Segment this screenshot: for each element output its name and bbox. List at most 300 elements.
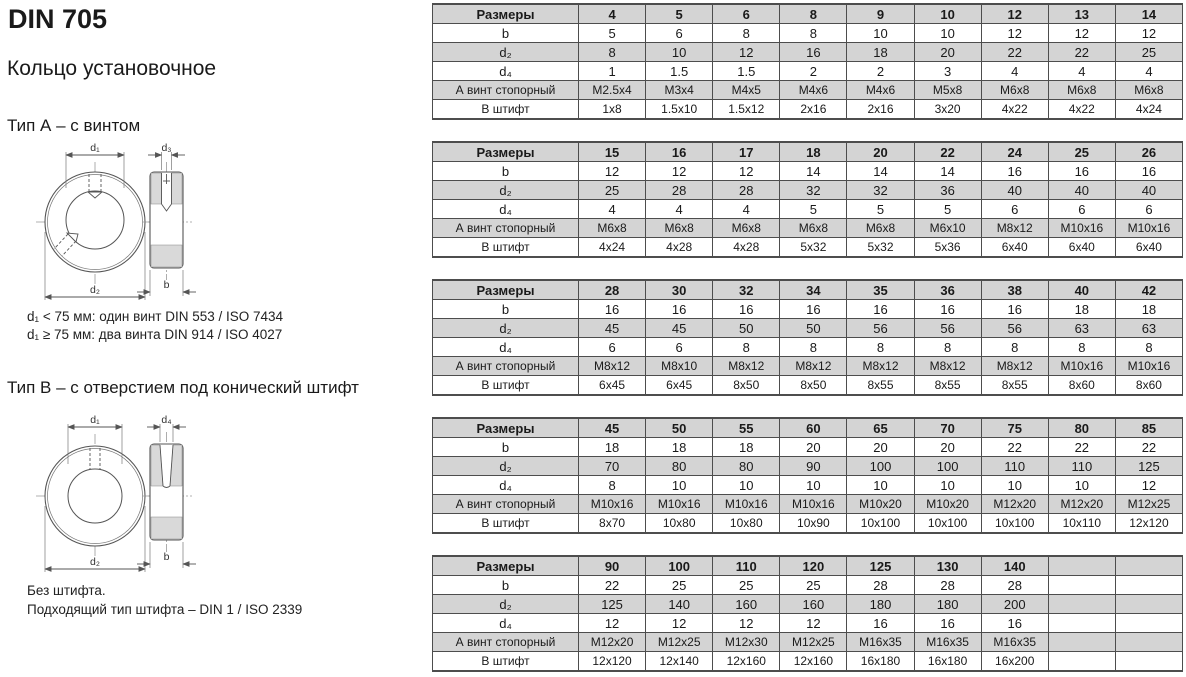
dim-label-b: b bbox=[163, 551, 170, 563]
table-cell: 8 bbox=[780, 24, 847, 43]
table-cell bbox=[1048, 595, 1115, 614]
table-row bbox=[433, 100, 1183, 120]
type-b-drawing bbox=[20, 412, 250, 580]
row-label: А винт стопорный bbox=[433, 219, 579, 238]
table-cell: 16 bbox=[579, 300, 646, 319]
row-label: d₂ bbox=[433, 43, 579, 62]
table-cell: 3 bbox=[914, 62, 981, 81]
table-cell: 5x32 bbox=[847, 238, 914, 258]
table-cell: 40 bbox=[1048, 181, 1115, 200]
table-cell: 10 bbox=[646, 43, 713, 62]
dim-label-d2: d₂ bbox=[90, 556, 100, 568]
table-cell: 25 bbox=[780, 576, 847, 595]
table-cell: 12x120 bbox=[579, 652, 646, 672]
table-cell: 50 bbox=[780, 319, 847, 338]
table-row bbox=[433, 652, 1183, 672]
table-cell: 80 bbox=[713, 457, 780, 476]
table-cell: 36 bbox=[914, 181, 981, 200]
page-title: DIN 705 bbox=[8, 4, 108, 34]
table-cell: 8x70 bbox=[579, 514, 646, 534]
table-cell: 25 bbox=[1115, 43, 1182, 62]
table-row bbox=[433, 495, 1183, 514]
table-cell: 100 bbox=[646, 556, 713, 576]
table-cell: 160 bbox=[713, 595, 780, 614]
table-cell: 6x45 bbox=[579, 376, 646, 396]
table-cell: 1.5x12 bbox=[713, 100, 780, 120]
table-cell: 4x28 bbox=[646, 238, 713, 258]
table-cell: 60 bbox=[780, 418, 847, 438]
table-cell: 18 bbox=[847, 43, 914, 62]
table-cell: 12x120 bbox=[1115, 514, 1182, 534]
table-cell: 10 bbox=[914, 24, 981, 43]
table-cell: M8x12 bbox=[780, 357, 847, 376]
table-cell: 12 bbox=[981, 4, 1048, 24]
table-cell: 5 bbox=[579, 24, 646, 43]
table-cell: 28 bbox=[646, 181, 713, 200]
table-cell: 63 bbox=[1048, 319, 1115, 338]
table-cell: 16x200 bbox=[981, 652, 1048, 672]
row-label: А винт стопорный bbox=[433, 81, 579, 100]
table-cell: 125 bbox=[847, 556, 914, 576]
row-label: Размеры bbox=[433, 556, 579, 576]
table-cell: 10x90 bbox=[780, 514, 847, 534]
table-cell: 8 bbox=[1115, 338, 1182, 357]
table-cell: 22 bbox=[981, 43, 1048, 62]
dim-label-d1: d₁ bbox=[90, 414, 100, 426]
table-cell: 8 bbox=[579, 43, 646, 62]
table-row bbox=[433, 24, 1183, 43]
table-cell bbox=[1115, 595, 1182, 614]
table-cell: M4x5 bbox=[713, 81, 780, 100]
table-cell: 28 bbox=[847, 576, 914, 595]
table-cell: 140 bbox=[646, 595, 713, 614]
table-cell: 130 bbox=[914, 556, 981, 576]
table-row bbox=[433, 142, 1183, 162]
table-cell: 4x22 bbox=[981, 100, 1048, 120]
table-cell: 4 bbox=[646, 200, 713, 219]
table-cell: 15 bbox=[579, 142, 646, 162]
table-cell: 6x40 bbox=[1115, 238, 1182, 258]
table-cell: M12x25 bbox=[646, 633, 713, 652]
table-cell: 10 bbox=[914, 4, 981, 24]
table-row bbox=[433, 181, 1183, 200]
table-cell: 6 bbox=[646, 338, 713, 357]
table-cell: 6 bbox=[713, 4, 780, 24]
table-cell: 45 bbox=[646, 319, 713, 338]
table-cell: M8x12 bbox=[847, 357, 914, 376]
table-cell: 12x160 bbox=[713, 652, 780, 672]
table-cell bbox=[1048, 614, 1115, 633]
type-a-front-view bbox=[36, 142, 156, 300]
table-cell: 8x50 bbox=[713, 376, 780, 396]
table-cell: 20 bbox=[780, 438, 847, 457]
size-table-1 bbox=[432, 3, 1183, 120]
table-cell: 25 bbox=[713, 576, 780, 595]
table-cell: 10 bbox=[847, 476, 914, 495]
table-cell: 17 bbox=[713, 142, 780, 162]
table-cell: 6x45 bbox=[646, 376, 713, 396]
table-cell: 16 bbox=[1115, 162, 1182, 181]
row-label: d₄ bbox=[433, 476, 579, 495]
table-cell: 12 bbox=[646, 614, 713, 633]
table-row bbox=[433, 43, 1183, 62]
table-cell: 8 bbox=[981, 338, 1048, 357]
size-table-4 bbox=[432, 417, 1183, 534]
table-cell: 140 bbox=[981, 556, 1048, 576]
table-cell: 22 bbox=[1048, 438, 1115, 457]
table-cell: 22 bbox=[1115, 438, 1182, 457]
row-label: b bbox=[433, 162, 579, 181]
table-cell: 22 bbox=[914, 142, 981, 162]
table-cell: 40 bbox=[1115, 181, 1182, 200]
table-cell: 12 bbox=[1115, 476, 1182, 495]
type-b-front-view bbox=[36, 414, 156, 572]
table-cell: M6x8 bbox=[1048, 81, 1115, 100]
table-cell: M10x16 bbox=[1048, 219, 1115, 238]
table-cell: M4x6 bbox=[847, 81, 914, 100]
table-cell: M8x10 bbox=[646, 357, 713, 376]
table-cell: 10 bbox=[914, 476, 981, 495]
table-cell: 120 bbox=[780, 556, 847, 576]
table-cell: 65 bbox=[847, 418, 914, 438]
table-cell: M10x16 bbox=[713, 495, 780, 514]
table-row bbox=[433, 162, 1183, 181]
table-cell: 10x80 bbox=[646, 514, 713, 534]
table-cell: 25 bbox=[1048, 142, 1115, 162]
row-label: Размеры bbox=[433, 142, 579, 162]
table-cell: 5 bbox=[847, 200, 914, 219]
table-cell: 16 bbox=[847, 300, 914, 319]
table-cell: 25 bbox=[646, 576, 713, 595]
table-row bbox=[433, 418, 1183, 438]
table-cell: 4x24 bbox=[1115, 100, 1182, 120]
dim-label-d2: d₂ bbox=[90, 284, 100, 296]
table-cell bbox=[1115, 633, 1182, 652]
type-b-side-view bbox=[137, 414, 196, 568]
table-row bbox=[433, 576, 1183, 595]
table-cell: 6 bbox=[1048, 200, 1115, 219]
table-cell: 90 bbox=[780, 457, 847, 476]
table-cell: 8x60 bbox=[1048, 376, 1115, 396]
row-label: А винт стопорный bbox=[433, 357, 579, 376]
table-cell: 20 bbox=[847, 438, 914, 457]
table-cell: 50 bbox=[713, 319, 780, 338]
row-label: d₂ bbox=[433, 319, 579, 338]
table-cell: 5 bbox=[780, 200, 847, 219]
row-label: b bbox=[433, 576, 579, 595]
table-cell: 8x60 bbox=[1115, 376, 1182, 396]
table-row bbox=[433, 595, 1183, 614]
table-row bbox=[433, 338, 1183, 357]
table-cell: 8 bbox=[847, 338, 914, 357]
row-label: Размеры bbox=[433, 280, 579, 300]
table-cell: M6x8 bbox=[713, 219, 780, 238]
table-cell: 2x16 bbox=[780, 100, 847, 120]
table-cell: M6x8 bbox=[780, 219, 847, 238]
table-cell: 1.5 bbox=[646, 62, 713, 81]
table-cell: 13 bbox=[1048, 4, 1115, 24]
table-cell: 12 bbox=[646, 162, 713, 181]
table-cell: M10x20 bbox=[847, 495, 914, 514]
row-label: В штифт bbox=[433, 376, 579, 396]
table-cell: 4 bbox=[579, 200, 646, 219]
table-cell: 28 bbox=[981, 576, 1048, 595]
table-cell: 1x8 bbox=[579, 100, 646, 120]
table-cell: M6x8 bbox=[981, 81, 1048, 100]
table-cell: 18 bbox=[780, 142, 847, 162]
table-cell: 56 bbox=[847, 319, 914, 338]
table-cell bbox=[1115, 652, 1182, 672]
table-cell: 42 bbox=[1115, 280, 1182, 300]
row-label: А винт стопорный bbox=[433, 495, 579, 514]
type-a-side-view bbox=[137, 142, 196, 296]
table-cell: 110 bbox=[1048, 457, 1115, 476]
row-label: b bbox=[433, 438, 579, 457]
table-cell: 70 bbox=[914, 418, 981, 438]
table-row bbox=[433, 376, 1183, 396]
table-cell: M5x8 bbox=[914, 81, 981, 100]
table-cell: 100 bbox=[847, 457, 914, 476]
row-label: В штифт bbox=[433, 100, 579, 120]
table-cell: 20 bbox=[847, 142, 914, 162]
table-cell: 6 bbox=[646, 24, 713, 43]
table-cell: 45 bbox=[579, 418, 646, 438]
dim-label-d4: d₄ bbox=[161, 414, 172, 426]
row-label: b bbox=[433, 24, 579, 43]
table-cell: 125 bbox=[1115, 457, 1182, 476]
table-cell: 5 bbox=[646, 4, 713, 24]
table-cell: 4x24 bbox=[579, 238, 646, 258]
table-cell: 160 bbox=[780, 595, 847, 614]
row-label: d₂ bbox=[433, 457, 579, 476]
table-cell: 12 bbox=[981, 24, 1048, 43]
table-cell: M10x16 bbox=[579, 495, 646, 514]
table-cell: 18 bbox=[1048, 300, 1115, 319]
table-cell: 56 bbox=[914, 319, 981, 338]
table-cell: 35 bbox=[847, 280, 914, 300]
row-label: d₂ bbox=[433, 595, 579, 614]
table-cell: 80 bbox=[1048, 418, 1115, 438]
table-cell: 8x55 bbox=[981, 376, 1048, 396]
table-cell: 6 bbox=[579, 338, 646, 357]
table-row bbox=[433, 300, 1183, 319]
table-cell: 18 bbox=[579, 438, 646, 457]
table-cell: 22 bbox=[981, 438, 1048, 457]
type-b-heading: Тип B – с отверстием под конический штифт bbox=[7, 378, 359, 397]
table-cell: M12x20 bbox=[981, 495, 1048, 514]
table-cell: M10x16 bbox=[1048, 357, 1115, 376]
table-cell: 12x140 bbox=[646, 652, 713, 672]
row-label: d₄ bbox=[433, 614, 579, 633]
table-cell: 20 bbox=[914, 438, 981, 457]
table-cell: 2x16 bbox=[847, 100, 914, 120]
table-cell: 14 bbox=[914, 162, 981, 181]
table-cell: M8x12 bbox=[914, 357, 981, 376]
table-cell: 16 bbox=[981, 614, 1048, 633]
table-row bbox=[433, 319, 1183, 338]
table-cell: 16 bbox=[1048, 162, 1115, 181]
table-cell: 8 bbox=[1048, 338, 1115, 357]
table-cell: 40 bbox=[981, 181, 1048, 200]
table-cell: M6x8 bbox=[1115, 81, 1182, 100]
table-cell: 12 bbox=[579, 162, 646, 181]
table-cell: 10x100 bbox=[847, 514, 914, 534]
row-label: d₄ bbox=[433, 200, 579, 219]
table-cell: 4x28 bbox=[713, 238, 780, 258]
table-cell bbox=[1048, 652, 1115, 672]
table-cell: 16 bbox=[981, 300, 1048, 319]
table-cell: 8x50 bbox=[780, 376, 847, 396]
table-cell: 28 bbox=[713, 181, 780, 200]
page-subtitle: Кольцо установочное bbox=[7, 57, 217, 80]
table-cell: 8x55 bbox=[847, 376, 914, 396]
table-cell: 4 bbox=[1048, 62, 1115, 81]
table-cell: 22 bbox=[1048, 43, 1115, 62]
table-cell: 8 bbox=[579, 476, 646, 495]
dim-label-d3: d₃ bbox=[161, 142, 172, 154]
table-cell: M12x25 bbox=[780, 633, 847, 652]
table-cell: 4x22 bbox=[1048, 100, 1115, 120]
row-label: d₄ bbox=[433, 62, 579, 81]
table-cell: 56 bbox=[981, 319, 1048, 338]
table-cell: 10x100 bbox=[981, 514, 1048, 534]
table-cell: M6x8 bbox=[579, 219, 646, 238]
table-cell: 38 bbox=[981, 280, 1048, 300]
row-label: d₄ bbox=[433, 338, 579, 357]
table-cell: M16x35 bbox=[981, 633, 1048, 652]
table-cell: M6x10 bbox=[914, 219, 981, 238]
table-cell: 55 bbox=[713, 418, 780, 438]
table-cell: 16 bbox=[847, 614, 914, 633]
table-cell: 8 bbox=[713, 338, 780, 357]
table-cell: M6x8 bbox=[646, 219, 713, 238]
table-cell: 8 bbox=[914, 338, 981, 357]
table-cell: M8x12 bbox=[713, 357, 780, 376]
table-cell: 12 bbox=[780, 614, 847, 633]
table-cell: 6x40 bbox=[1048, 238, 1115, 258]
table-cell: 4 bbox=[579, 4, 646, 24]
row-label: В штифт bbox=[433, 652, 579, 672]
table-row bbox=[433, 476, 1183, 495]
table-cell: M6x8 bbox=[847, 219, 914, 238]
table-cell: 8x55 bbox=[914, 376, 981, 396]
table-cell bbox=[1048, 556, 1115, 576]
table-cell: 12 bbox=[713, 43, 780, 62]
table-cell: 125 bbox=[579, 595, 646, 614]
dim-label-d1: d₁ bbox=[90, 142, 100, 154]
table-cell: 14 bbox=[780, 162, 847, 181]
table-row bbox=[433, 62, 1183, 81]
table-cell: 34 bbox=[780, 280, 847, 300]
type-a-drawing bbox=[20, 140, 250, 308]
table-cell: M12x20 bbox=[1048, 495, 1115, 514]
table-cell: M10x16 bbox=[780, 495, 847, 514]
table-cell: 18 bbox=[1115, 300, 1182, 319]
table-cell: 26 bbox=[1115, 142, 1182, 162]
table-cell: 200 bbox=[981, 595, 1048, 614]
size-tables bbox=[432, 3, 1183, 677]
dim-label-b: b bbox=[163, 279, 170, 291]
table-row bbox=[433, 614, 1183, 633]
table-cell: M12x25 bbox=[1115, 495, 1182, 514]
table-cell: M8x12 bbox=[579, 357, 646, 376]
table-cell: M12x30 bbox=[713, 633, 780, 652]
table-cell: 6 bbox=[981, 200, 1048, 219]
type-a-heading: Тип А – с винтом bbox=[7, 116, 141, 135]
table-cell: M8x12 bbox=[981, 219, 1048, 238]
table-cell: 10x110 bbox=[1048, 514, 1115, 534]
table-cell: 10x100 bbox=[914, 514, 981, 534]
table-cell: 45 bbox=[579, 319, 646, 338]
table-cell: 75 bbox=[981, 418, 1048, 438]
table-cell: 10 bbox=[1048, 476, 1115, 495]
table-cell: 90 bbox=[579, 556, 646, 576]
table-cell: 18 bbox=[713, 438, 780, 457]
row-label: b bbox=[433, 300, 579, 319]
table-cell: 63 bbox=[1115, 319, 1182, 338]
table-cell: M10x20 bbox=[914, 495, 981, 514]
table-cell: 80 bbox=[646, 457, 713, 476]
table-cell: 16 bbox=[914, 614, 981, 633]
table-cell: 40 bbox=[1048, 280, 1115, 300]
table-row bbox=[433, 81, 1183, 100]
table-cell: 1.5x10 bbox=[646, 100, 713, 120]
table-cell: 6 bbox=[1115, 200, 1182, 219]
table-cell: 20 bbox=[914, 43, 981, 62]
table-cell: 5x36 bbox=[914, 238, 981, 258]
table-cell: 16 bbox=[981, 162, 1048, 181]
table-cell: 5x32 bbox=[780, 238, 847, 258]
table-row bbox=[433, 357, 1183, 376]
table-cell: M10x16 bbox=[646, 495, 713, 514]
table-cell: 16 bbox=[646, 300, 713, 319]
table-cell: M2.5x4 bbox=[579, 81, 646, 100]
row-label: А винт стопорный bbox=[433, 633, 579, 652]
table-cell: 16 bbox=[713, 300, 780, 319]
row-label: Размеры bbox=[433, 418, 579, 438]
table-cell: 16 bbox=[646, 142, 713, 162]
table-cell: M16x35 bbox=[914, 633, 981, 652]
row-label: Размеры bbox=[433, 4, 579, 24]
table-cell: 10 bbox=[780, 476, 847, 495]
table-row bbox=[433, 280, 1183, 300]
table-cell: 32 bbox=[713, 280, 780, 300]
table-cell: 12x160 bbox=[780, 652, 847, 672]
table-cell: 85 bbox=[1115, 418, 1182, 438]
table-cell: 8 bbox=[780, 338, 847, 357]
table-cell: 30 bbox=[646, 280, 713, 300]
table-cell: 32 bbox=[847, 181, 914, 200]
table-cell bbox=[1115, 576, 1182, 595]
table-cell bbox=[1115, 614, 1182, 633]
table-cell: 180 bbox=[847, 595, 914, 614]
table-cell: 110 bbox=[981, 457, 1048, 476]
row-label: В штифт bbox=[433, 238, 579, 258]
table-row bbox=[433, 457, 1183, 476]
size-table-5 bbox=[432, 555, 1183, 672]
size-table-2 bbox=[432, 141, 1183, 258]
table-cell: 10x80 bbox=[713, 514, 780, 534]
table-cell: 10 bbox=[981, 476, 1048, 495]
table-row bbox=[433, 219, 1183, 238]
table-cell: 25 bbox=[579, 181, 646, 200]
table-cell: 12 bbox=[1115, 24, 1182, 43]
table-cell: 22 bbox=[579, 576, 646, 595]
table-cell: 50 bbox=[646, 418, 713, 438]
table-cell: 100 bbox=[914, 457, 981, 476]
table-cell: 24 bbox=[981, 142, 1048, 162]
table-cell: 4 bbox=[713, 200, 780, 219]
